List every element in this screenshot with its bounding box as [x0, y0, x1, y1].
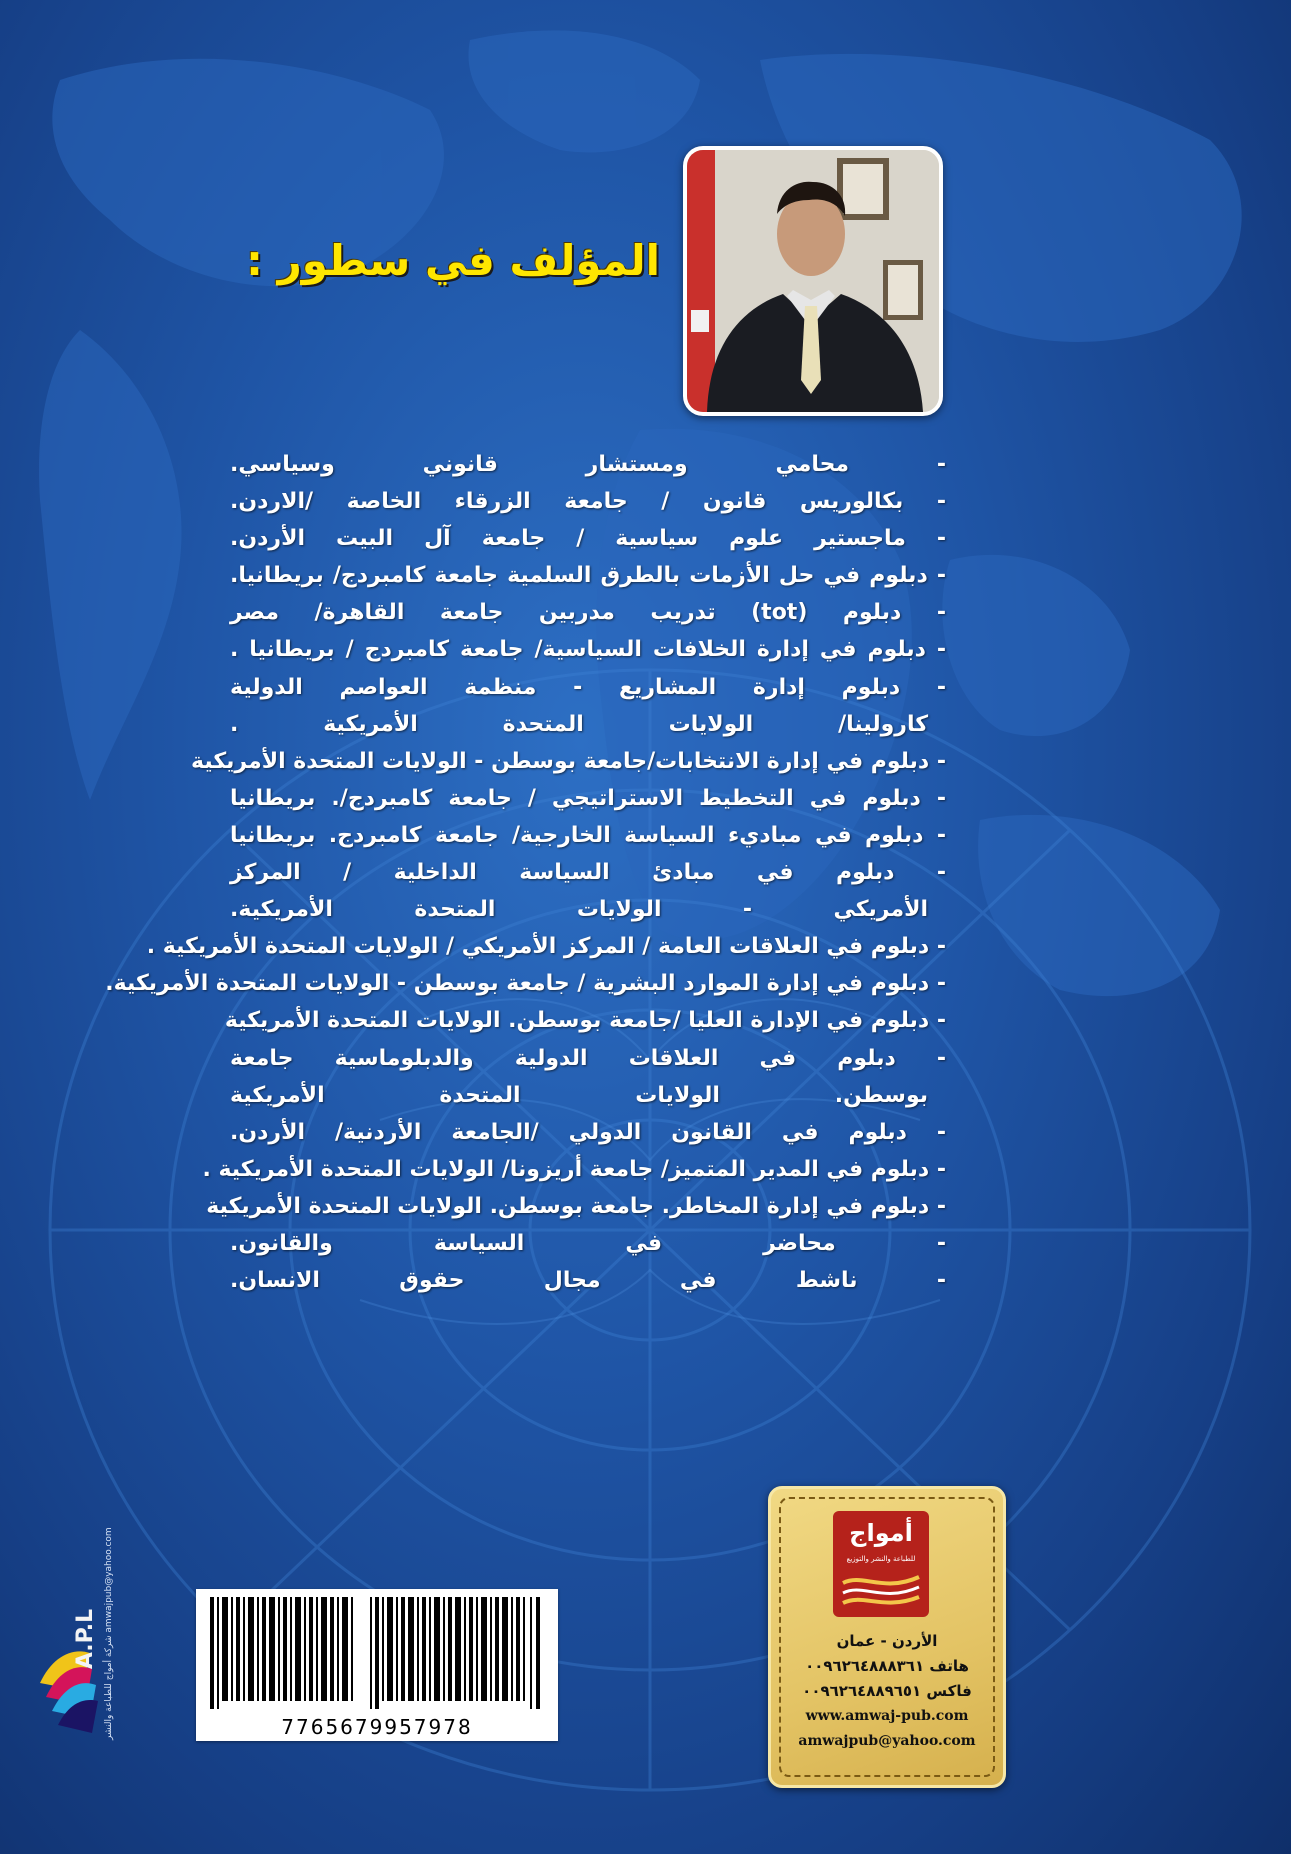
author-photo	[683, 146, 943, 416]
publisher-card	[768, 1486, 1006, 1788]
cv-line: - دبلوم في المدير المتميز/ جامعة أريزونا/ الولايات المتحدة الأمريكية .	[202, 1156, 946, 1182]
cv-line: - دبلوم في الإدارة العليا /جامعة بوسطن. الولايات المتحدة الأمريكية	[224, 1008, 946, 1034]
author-cv-list	[105, 446, 946, 1299]
waves-icon	[841, 1571, 921, 1611]
cv-line: - محاضر في السياسة والقانون.	[230, 1230, 946, 1256]
author-portrait-icon	[687, 150, 939, 412]
publisher-logo-subtitle: للطباعة والنشر والتوزيع	[846, 1555, 916, 1563]
publisher-location: الأردن - عمان	[836, 1632, 938, 1650]
publisher-phone: هاتف ٠٠٩٦٢٦٤٨٨٨٣٦١	[805, 1657, 969, 1675]
cv-line: - دبلوم (tot) تدريب مدربين جامعة القاهرة/ مصر	[230, 600, 946, 626]
cv-line: - دبلوم في إدارة الخلافات السياسية/ جامعة كامبردج / بريطانيا .	[230, 637, 946, 663]
cv-line: - دبلوم في مبادئ السياسة الداخلية / المركز	[230, 860, 946, 886]
author-heading: المؤلف في سطور :	[246, 236, 660, 285]
cv-line: - دبلوم في القانون الدولي /الجامعة الأردنية/ الأردن.	[230, 1119, 946, 1145]
cv-line: - دبلوم في العلاقات الدولية والدبلوماسية جامعة	[230, 1045, 946, 1071]
cv-line: - ناشط في مجال حقوق الانسان.	[230, 1268, 946, 1294]
cv-line: - محامي ومستشار قانوني وسياسي.	[230, 452, 946, 477]
publisher-contact	[785, 1629, 989, 1754]
publisher-logo	[833, 1511, 929, 1617]
cv-line: - دبلوم في إدارة المخاطر. جامعة بوسطن. الولايات المتحدة الأمريكية	[206, 1193, 946, 1219]
publisher-logo-name: أمواج	[849, 1519, 913, 1547]
barcode	[196, 1589, 558, 1741]
apl-mark: A.P.L	[73, 1608, 98, 1670]
cv-line: كارولينا/ الولايات المتحدة الأمريكية .	[230, 711, 928, 737]
publisher-website: www.amwaj-pub.com	[805, 1708, 969, 1724]
barcode-number: 7765679957978	[281, 1715, 473, 1739]
cv-line: - دبلوم إدارة المشاريع - منظمة العواصم الدولية	[230, 674, 946, 700]
cv-line: - دبلوم في إدارة الانتخابات/جامعة بوسطن - الولايات المتحدة الأمريكية	[191, 748, 946, 774]
cv-line: - دبلوم في مباديء السياسة الخارجية/ جامعة كامبردج. بريطانيا	[230, 822, 946, 848]
cv-line: الأمريكي - الولايات المتحدة الأمريكية.	[230, 897, 928, 923]
cv-line: - دبلوم في العلاقات العامة / المركز الأمريكي / الولايات المتحدة الأمريكية .	[146, 934, 946, 960]
publisher-email: amwajpub@yahoo.com	[798, 1733, 976, 1749]
cv-line: - ماجستير علوم سياسية / جامعة آل البيت الأردن.	[230, 526, 946, 552]
barcode-icon	[210, 1597, 544, 1709]
cv-line: بوسطن. الولايات المتحدة الأمريكية	[230, 1082, 928, 1108]
cv-line: - بكالوريس قانون / جامعة الزرقاء الخاصة /الاردن.	[230, 489, 946, 515]
cv-line: - دبلوم في التخطيط الاستراتيجي / جامعة كامبردج/. بريطانيا	[230, 785, 946, 811]
apl-vertical-caption	[104, 1527, 126, 1742]
cv-line: - دبلوم في إدارة الموارد البشرية / جامعة بوسطن - الولايات المتحدة الأمريكية.	[105, 971, 946, 997]
cv-line: - دبلوم في حل الأزمات بالطرق السلمية جامعة كامبردج/ بريطانيا.	[230, 563, 946, 589]
publisher-fax: فاكس ٠٠٩٦٢٦٤٨٨٩٦٥١	[802, 1682, 972, 1700]
apl-caption-text: شركة أمواج للطباعة والنشر amwajpub@yahoo.com	[104, 1527, 114, 1740]
